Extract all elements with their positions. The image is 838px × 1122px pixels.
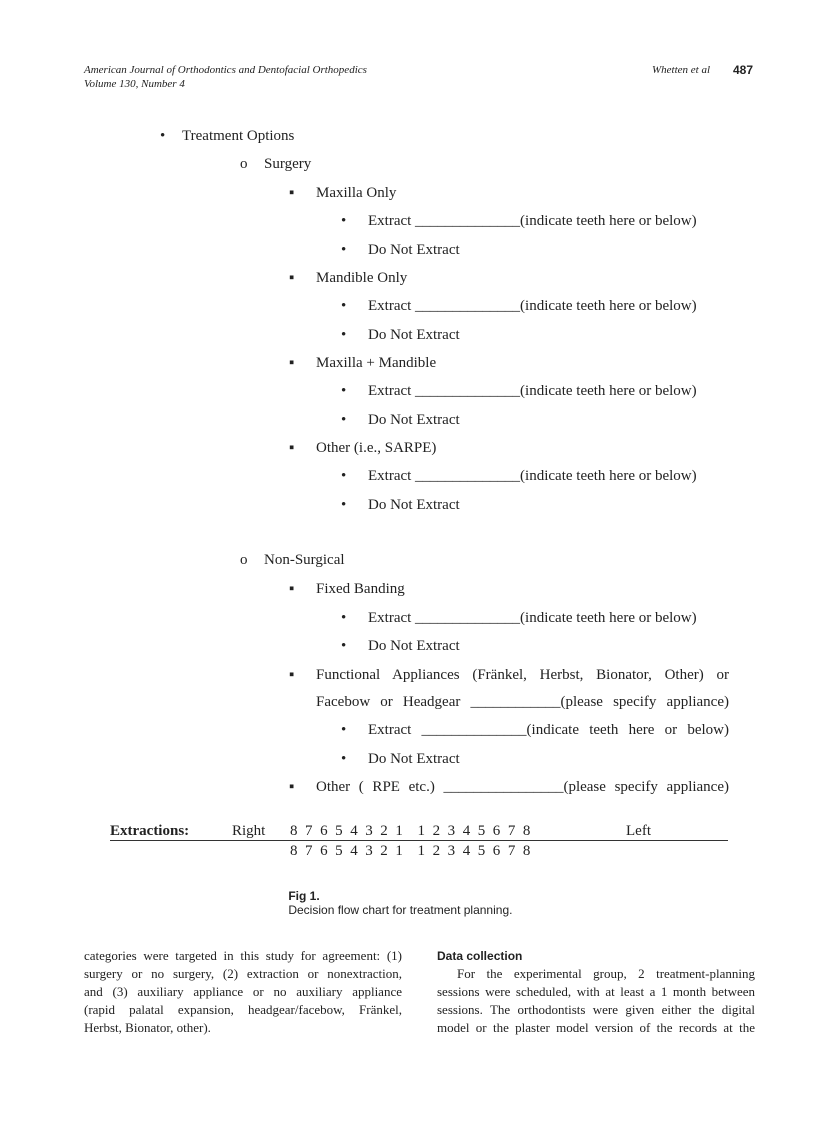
right-label: Right bbox=[232, 823, 266, 839]
outline-item: Do Not Extract bbox=[368, 751, 460, 767]
outline-item: Do Not Extract bbox=[368, 638, 460, 654]
outline-item: Extract ______________(indicate teeth here or below) bbox=[368, 610, 697, 626]
upper-teeth-numbers: 8 7 6 5 4 3 2 1 1 2 3 4 5 6 7 8 bbox=[290, 823, 531, 839]
outline-item: Do Not Extract bbox=[368, 242, 460, 258]
outline-item: Extract ______________(indicate teeth here or below) bbox=[368, 722, 729, 738]
running-authors: Whetten et al bbox=[652, 64, 711, 76]
square-bullet-icon: ▪ bbox=[289, 779, 295, 795]
extractions-label: Extractions: bbox=[110, 823, 190, 839]
outline-item: Extract ______________(indicate teeth here or below) bbox=[368, 383, 697, 399]
bullet-icon: • bbox=[341, 722, 347, 738]
square-bullet-icon: ▪ bbox=[289, 270, 295, 286]
outline-item: Extract ______________(indicate teeth here or below) bbox=[368, 213, 697, 229]
left-label: Left bbox=[626, 823, 651, 839]
outline-item: Facebow or Headgear ____________(please specify appliance) bbox=[316, 694, 729, 710]
outline-item: Non-Surgical bbox=[264, 552, 345, 568]
bullet-icon: • bbox=[341, 751, 347, 767]
journal-title: American Journal of Orthodontics and Dentofacial Orthopedics bbox=[84, 64, 367, 76]
circle-bullet-icon: o bbox=[240, 552, 248, 568]
caption-text: Decision flow chart for treatment planning. bbox=[288, 903, 513, 917]
outline-item: Extract ______________(indicate teeth here or below) bbox=[368, 468, 697, 484]
journal-volume: Volume 130, Number 4 bbox=[84, 78, 185, 90]
square-bullet-icon: ▪ bbox=[289, 440, 295, 456]
outline-item: Maxilla Only bbox=[316, 185, 397, 201]
text-line: (rapid palatal expansion, headgear/facebow, Fränkel, bbox=[84, 1002, 402, 1017]
outline-item: Do Not Extract bbox=[368, 327, 460, 343]
bullet-icon: • bbox=[160, 128, 166, 144]
bullet-icon: • bbox=[341, 213, 347, 229]
bullet-icon: • bbox=[341, 468, 347, 484]
square-bullet-icon: ▪ bbox=[289, 581, 295, 597]
outline-item: Extract ______________(indicate teeth here or below) bbox=[368, 298, 697, 314]
outline-item: Fixed Banding bbox=[316, 581, 405, 597]
bullet-icon: • bbox=[341, 610, 347, 626]
text-line: Herbst, Bionator, other). bbox=[84, 1020, 211, 1035]
outline-item: Surgery bbox=[264, 156, 312, 172]
bullet-icon: • bbox=[341, 242, 347, 258]
lower-teeth-numbers: 8 7 6 5 4 3 2 1 1 2 3 4 5 6 7 8 bbox=[290, 843, 531, 859]
outline-item: Other ( RPE etc.) ________________(please specify appliance) bbox=[316, 779, 729, 795]
outline-item: Do Not Extract bbox=[368, 412, 460, 428]
text-line: For the experimental group, 2 treatment-planning bbox=[457, 966, 755, 981]
text-line: and (3) auxiliary appliance or no auxiliary appliance bbox=[84, 984, 402, 999]
section-heading: Data collection bbox=[437, 949, 523, 963]
text-line: model or the plaster model version of the records at the bbox=[437, 1020, 755, 1035]
bullet-icon: • bbox=[341, 383, 347, 399]
bullet-icon: • bbox=[341, 298, 347, 314]
text-line: surgery or no surgery, (2) extraction or nonextraction, bbox=[84, 966, 402, 981]
left-column-text bbox=[84, 947, 402, 1037]
caption-label: Fig 1. bbox=[288, 889, 320, 903]
extractions-rule bbox=[110, 840, 728, 841]
square-bullet-icon: ▪ bbox=[289, 185, 295, 201]
bullet-icon: • bbox=[341, 638, 347, 654]
outline-item: Other (i.e., SARPE) bbox=[316, 440, 437, 456]
right-column-text bbox=[437, 965, 755, 1037]
bullet-icon: • bbox=[341, 497, 347, 513]
text-line: sessions were scheduled, with at least a 1 month between bbox=[437, 984, 755, 999]
bullet-icon: • bbox=[341, 412, 347, 428]
square-bullet-icon: ▪ bbox=[289, 355, 295, 371]
square-bullet-icon: ▪ bbox=[289, 667, 295, 683]
bullet-icon: • bbox=[341, 327, 347, 343]
outline-item: Treatment Options bbox=[182, 128, 295, 144]
outline-item: Maxilla + Mandible bbox=[316, 355, 437, 371]
outline-item: Mandible Only bbox=[316, 270, 408, 286]
page-number: 487 bbox=[733, 63, 754, 77]
text-line: sessions. The orthodontists were given either the digital bbox=[437, 1002, 755, 1017]
outline-item: Do Not Extract bbox=[368, 497, 460, 513]
text-line: categories were targeted in this study for agreement: (1) bbox=[84, 948, 402, 963]
outline-item: Functional Appliances (Fränkel, Herbst, Bionator, Other) or bbox=[316, 667, 729, 683]
circle-bullet-icon: o bbox=[240, 156, 248, 172]
